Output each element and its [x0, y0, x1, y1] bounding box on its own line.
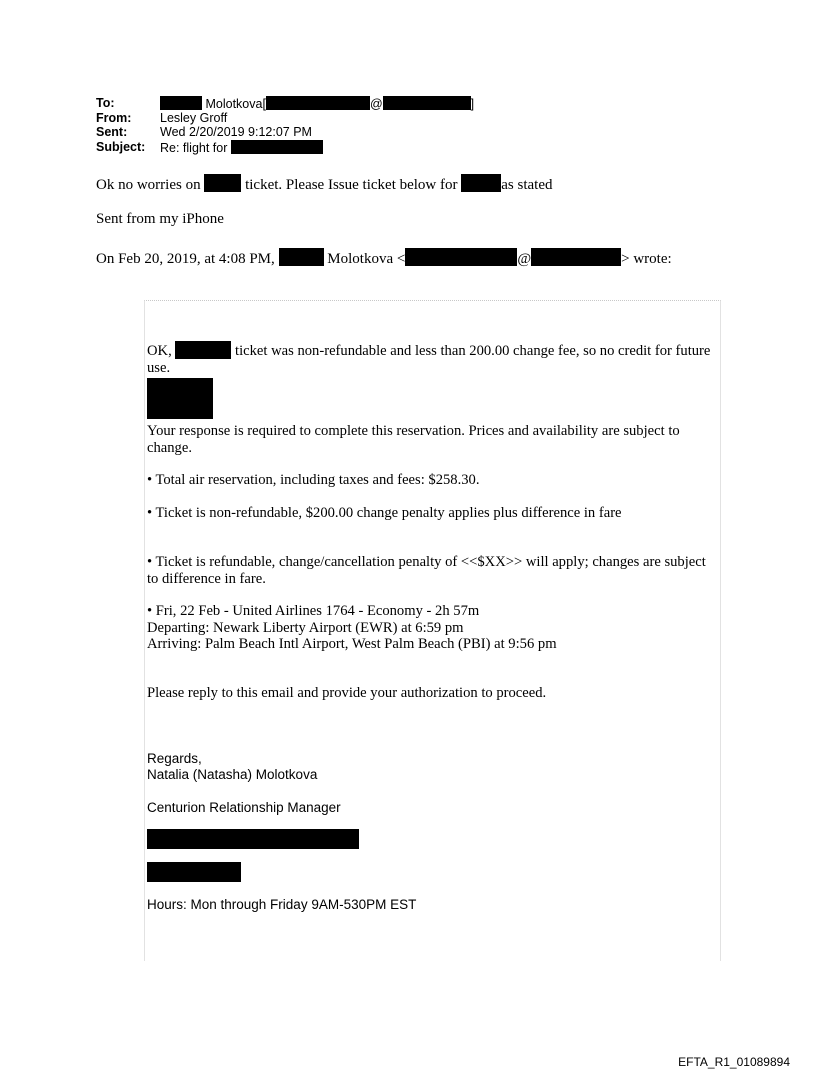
redaction-bar [266, 96, 370, 110]
redaction-bar [383, 96, 471, 110]
redaction-bar [204, 174, 241, 192]
bullet-total: • Total air reservation, including taxes and fees: $258.30. [147, 472, 480, 488]
redaction-bar [147, 862, 241, 882]
subject-value: Re: flight for [160, 140, 228, 155]
authorization-request: Please reply to this email and provide your authorization to proceed. [147, 685, 547, 701]
from-value: Lesley Groff [160, 110, 228, 125]
bullet-refundable: • Ticket is refundable, change/cancellation penalty of <<$XX>> will apply; changes are subject to difference in fare. [147, 554, 706, 587]
subject-label: Subject: [96, 139, 146, 154]
redaction-bar [160, 96, 202, 110]
to-value: Molotkova[ [205, 97, 266, 111]
to-label: To: [96, 96, 115, 110]
quoted-paragraph-2: Your response is required to complete this reservation. Prices and availability are subject to change. [147, 423, 680, 456]
sender-title: Centurion Relationship Manager [147, 800, 341, 815]
to-at: @ [369, 97, 383, 111]
sender-name: Natalia (Natasha) Molotkova [147, 767, 318, 782]
redaction-bar [231, 140, 323, 154]
redaction-bar [147, 829, 359, 849]
office-hours: Hours: Mon through Friday 9AM-530PM EST [147, 897, 417, 912]
bullet-nonrefundable: • Ticket is non-refundable, $200.00 change penalty applies plus difference in fare [147, 505, 622, 521]
from-label: From: [96, 110, 132, 125]
quote-attribution: On Feb 20, 2019, at 4:08 PM, Molotkova < @ > wrote: [96, 248, 672, 268]
closing-block [147, 751, 317, 783]
document-id: EFTA_R1_01089894 [678, 1055, 790, 1069]
redaction-bar [531, 248, 621, 266]
sent-label: Sent: [96, 125, 128, 139]
redaction-bar [405, 248, 517, 266]
quoted-message [144, 300, 721, 961]
redaction-block [147, 378, 213, 419]
reply-line: Ok no worries on ticket. Please Issue ticket below for as stated [96, 174, 553, 194]
redaction-bar [175, 341, 231, 359]
to-close: ] [470, 97, 475, 111]
redaction-bar [279, 248, 324, 266]
redaction-bar [461, 174, 501, 192]
sent-value: Wed 2/20/2019 9:12:07 PM [160, 125, 312, 139]
flight-details: • Fri, 22 Feb - United Airlines 1764 - Economy - 2h 57m Departing: Newark Liberty Airport (EWR) at 6:59 pm Arriving: Palm Beach Intl Airport, West Palm Beach (PBI) at 9:56 pm [147, 603, 557, 652]
quoted-paragraph-1: OK, ticket was non-refundable and less than 200.00 change fee, so no credit for future use. [147, 343, 711, 376]
regards: Regards, [147, 751, 202, 766]
mobile-signature: Sent from my iPhone [96, 211, 224, 227]
